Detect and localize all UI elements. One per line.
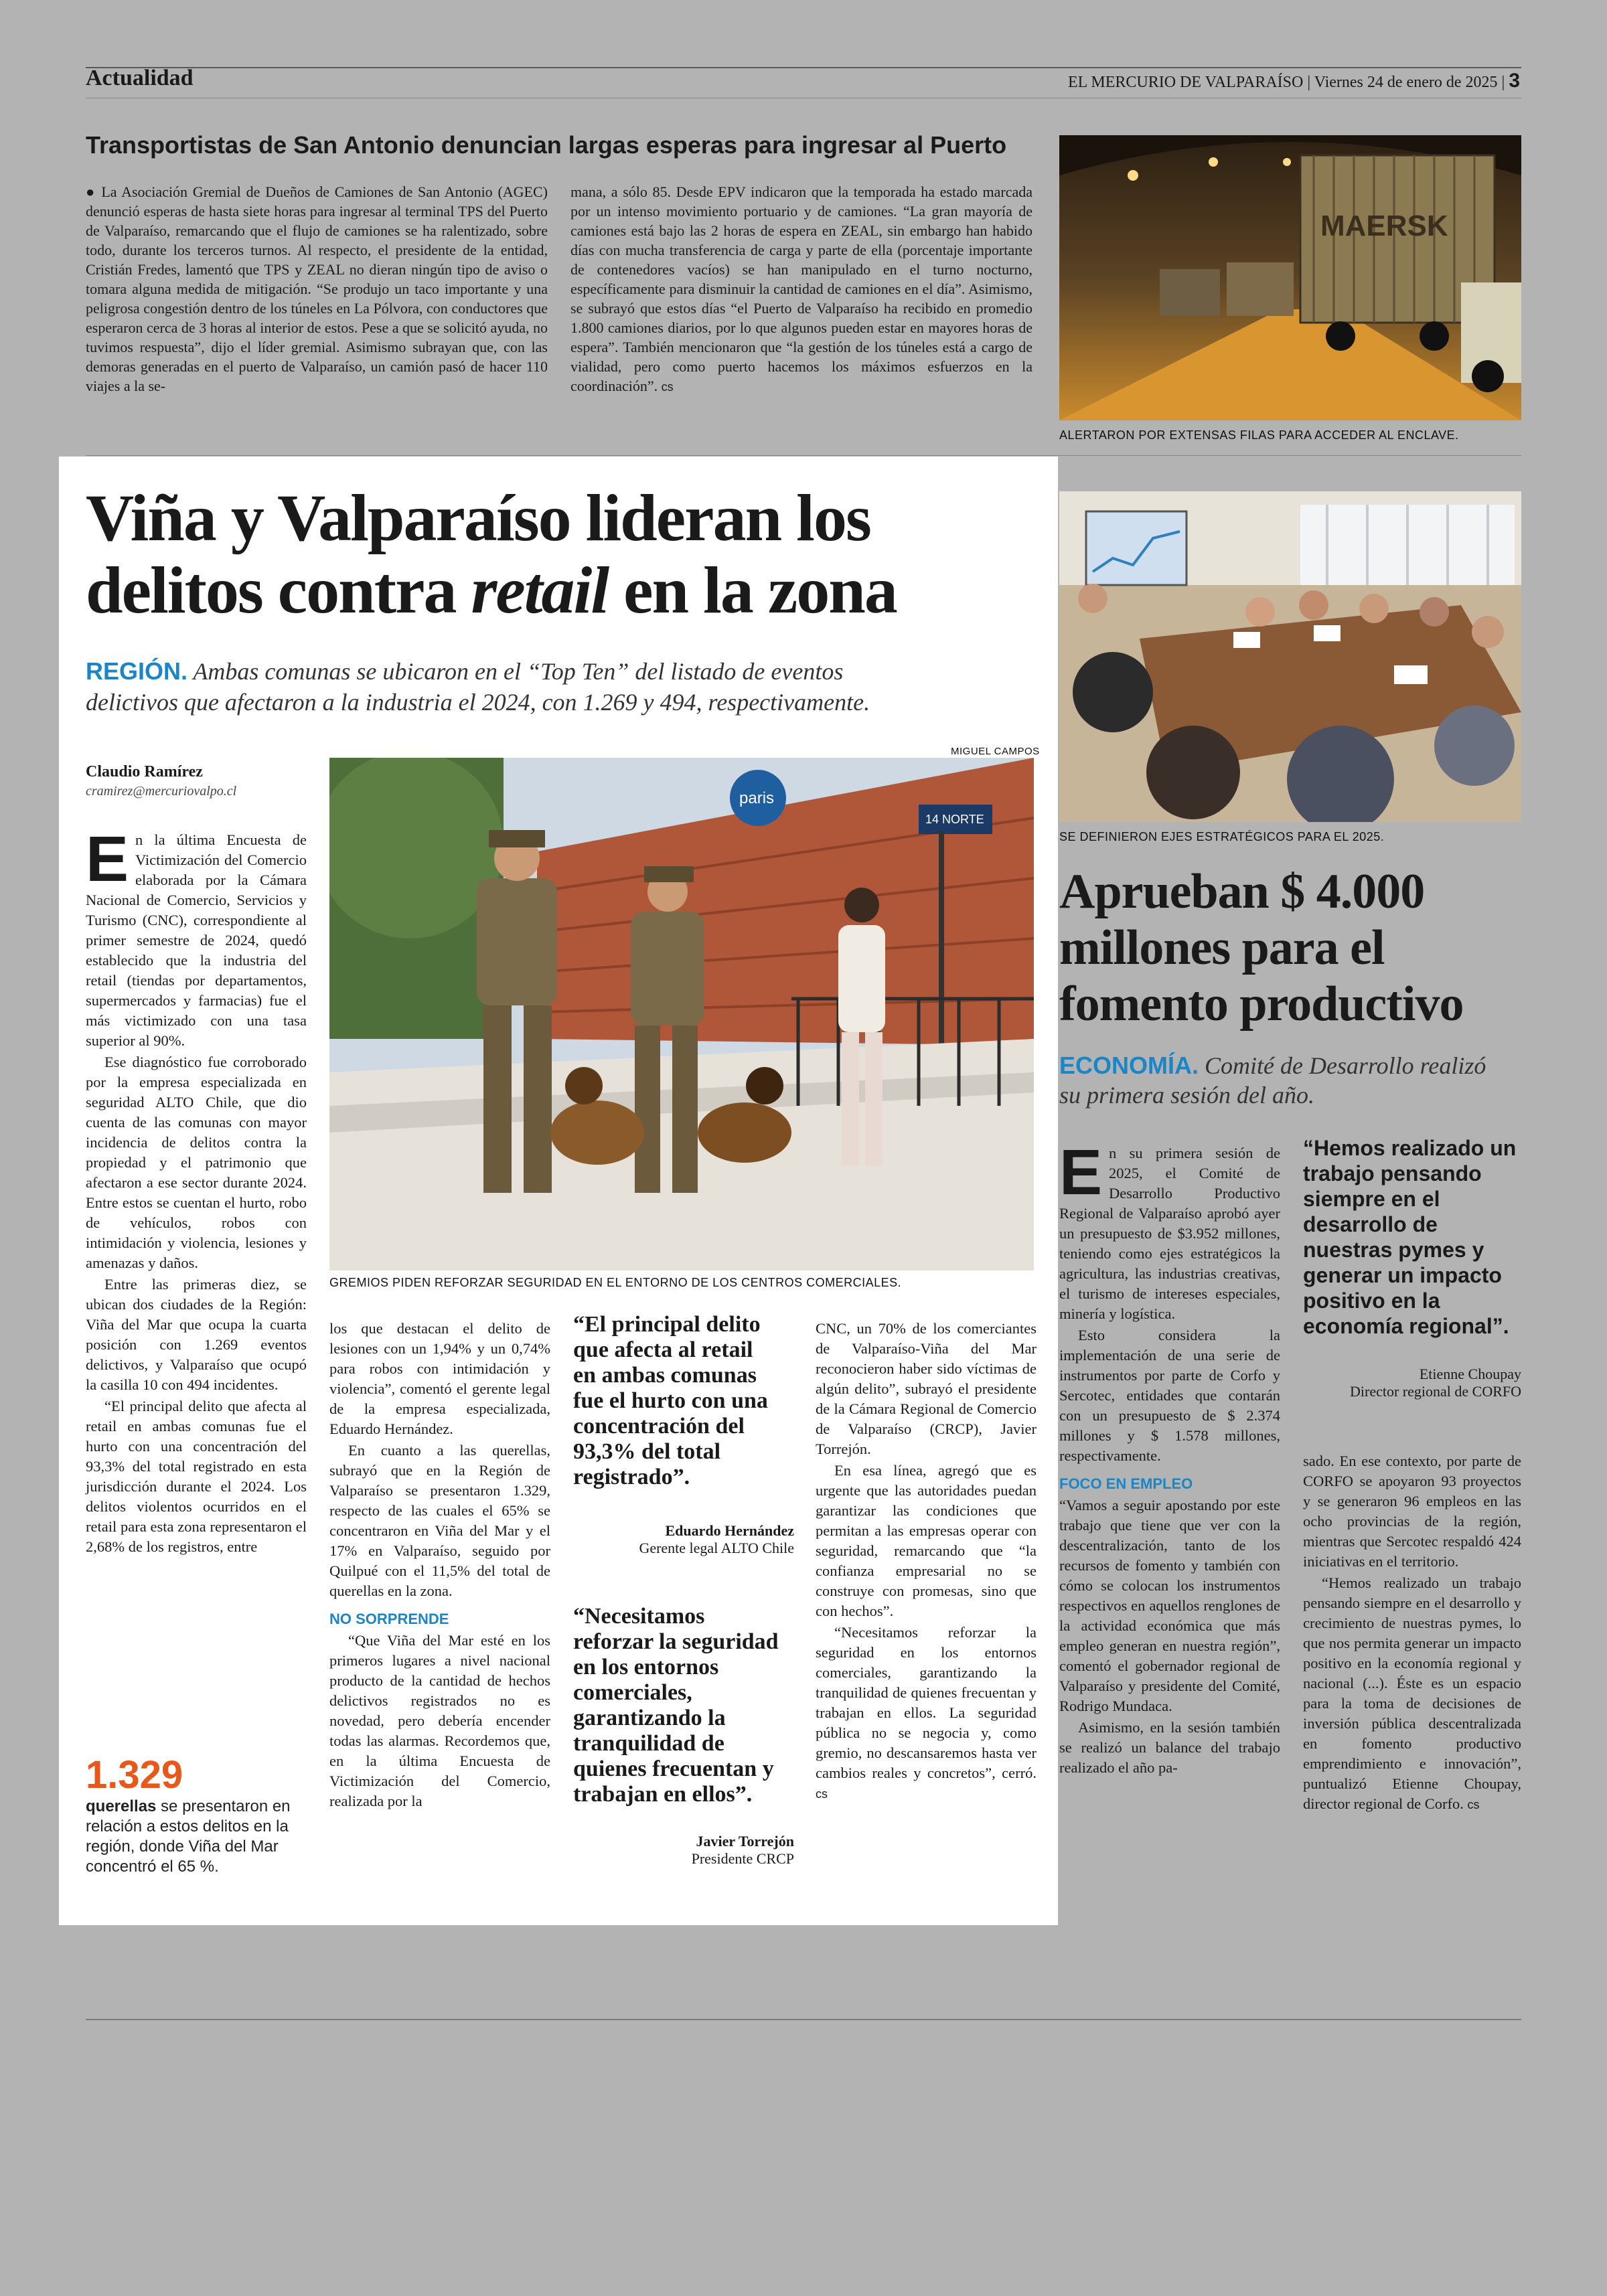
main-deck: REGIÓN. Ambas comunas se ubicaron en el “Top Ten” del listado de eventos delictivos que afectaron a la industria el 2024, con 1.269 y 494, respectivamente.	[86, 657, 870, 716]
subhead-foco-empleo: FOCO EN EMPLEO	[1059, 1475, 1193, 1492]
top-story-col2: mana, a sólo 85. Desde EPV indicaron que la temporada ha estado marcada por un intenso movimiento portuario y de camiones. “La gran mayoría de camiones está bajo las 2 horas de espera en ZEAL, sin embargo han habido días con mucha transferencia de carga y parte de ella (porcentaje importante de contenedores vacíos) se han manipulado en el turno nocturno, específicamente para disminuir la cantidad de camiones en el día”. Asimismo, se subrayó que estos días “el Puerto de Valparaíso ha recibido en promedio 1.800 camiones diarios, por lo que algunos pueden estar en mayores horas de espera”. También mencionaron que “la gestión de los túneles está a cargo de vialidad, pero como puerto hacemos los máximos esfuerzos en la coordinación”. cs	[570, 183, 1032, 394]
meeting-photo	[1059, 491, 1521, 822]
main-headline-line2: delitos contra retail en la zona	[86, 553, 897, 627]
meeting-photo-caption: SE DEFINIERON EJES ESTRATÉGICOS PARA EL 2025.	[1059, 830, 1385, 843]
main-headline-line1: Viña y Valparaíso lideran los	[86, 481, 870, 555]
page-number: 3	[1509, 70, 1520, 92]
subhead-no-sorprende: NO SORPRENDE	[329, 1611, 449, 1627]
pull-quote-1: “El principal delito que afecta al retail en ambas comunas fue el hurto con una concentración del 93,3% del total registrado”.	[573, 1312, 768, 1489]
author-name: Claudio Ramírez	[86, 763, 203, 781]
byline	[86, 763, 236, 799]
stat-number: 1.329	[86, 1753, 183, 1797]
main-dropcap: E	[86, 823, 129, 895]
side-col2: sado. En ese contexto, por parte de CORFO se apoyaron 93 proyectos y se generaron 96 empleos en las ocho provincias de la región, mientras que Sercotec respaldó 424 iniciativas en el territorio. “Hemos realizado un trabajo pensando siempre en el desarrollo y crecimiento de nuestras pymes, lo que nos permita generar un impacto positivo en la economía regional y nacional (...). Éste es un espacio para la toma de decisiones de inversión pública descentralizada en fomento productivo emprendimiento e innovación”, puntualizó Etienne Choupay, director regional de Corfo. cs	[1303, 1453, 1521, 1812]
main-headline	[86, 482, 1050, 627]
section-label: Actualidad	[86, 66, 194, 90]
side-pull-quote: “Hemos realizado un trabajo pensando siempre en el desarrollo de nuestras pymes y generar un impacto positivo en la economía regional”.	[1303, 1136, 1517, 1338]
side-deck: ECONOMÍA. Comité de Desarrollo realizó su primera sesión del año.	[1059, 1052, 1486, 1109]
main-col4: CNC, un 70% de los comerciantes de Valparaíso-Viña del Mar reconocieron haber sido víctimas de algún delito”, subrayó el presidente de la Cámara Regional de Comercio de Valparaíso (CRCP), Javier Torrejón. En esa línea, agregó que es urgente que las autoridades puedan garantizar las condiciones que permitan a las empresas operar con seguridad, remarcando que “la confianza empresarial no se construye con promesas, sino que con hechos”. “Necesitamos reforzar la seguridad en los entornos comerciales, garantizando la tranquilidad de quienes frecuentan y trabajan en ellos. La seguridad pública no se negocia y, como gremio, no descansaremos hasta ver cambios reales y concretos”, cerró. cs	[816, 1320, 1037, 1801]
main-kicker: REGIÓN.	[86, 657, 188, 685]
street-sign: 14 NORTE	[925, 813, 984, 826]
main-col2: los que destacan el delito de lesiones con un 1,94% y un 0,74% para robos con intimidación y violencia”, comentó el gerente legal de la empresa especializada, Eduardo Hernández. En cuanto a las querellas, subrayó que en la Región de Valparaíso se presentaron 1.329, respecto de las cuales el 65% se concentraron en Viña del Mar y el 17% en Valparaíso, seguido por Quilpué con el 11,5% del total de querellas en la zona. NO SORPRENDE “Que Viña del Mar esté en los primeros lugares a nivel nacional producto de la cantidad de hechos delictivos registrados no es novedad, pero debería encender todas las alarmas. Recordemos que, en la última Encuesta de Victimización del Comercio, realizada por la	[329, 1320, 550, 1809]
top-story-col1: ● La Asociación Gremial de Dueños de Camiones de San Antonio (AGEC) denunció esperas de hasta siete horas para ingresar al terminal TPS del Puerto de Valparaíso, remarcando que el flujo de camiones se ha ralentizado, sobre todo, durante los terceros turnos. Al respecto, el presidente de la entidad, Cristián Fredes, lamentó que TPS y ZEAL no dieran ningún tipo de aviso o tomara alguna medida de mitigación. “Se produjo un taco importante y una peligrosa congestión dentro de los túneles en La Pólvora, con conductores que esperaron cerca de 3 horas al interior de estos. Pese a que se solicitó ayuda, no tuvimos respuesta”, dijo el líder gremial. Asimismo subrayan que, con las demoras generadas en el puerto de Valparaíso, un camión pasó de hacer 110 viajes a la se-	[86, 183, 548, 394]
side-kicker: ECONOMÍA.	[1059, 1052, 1199, 1079]
photo-credit: MIGUEL CAMPOS	[951, 746, 1040, 757]
author-email: cramirez@mercuriovalpo.cl	[86, 784, 237, 799]
pull-quote-1-attribution: Eduardo Hernández Gerente legal ALTO Chile	[639, 1522, 794, 1556]
truck-container-text: MAERSK	[1320, 210, 1448, 242]
end-mark: cs	[1467, 1798, 1480, 1811]
stat-box	[86, 1754, 307, 1877]
issue-date: Viernes 24 de enero de 2025	[1314, 74, 1498, 91]
end-mark: cs	[816, 1787, 828, 1801]
main-col1: En la última Encuesta de Victimización del Comercio elaborada por la Cámara Nacional de Comercio, Servicios y Turismo (CNC), correspondiente al primer semestre de 2024, quedó establecido que la industria del retail (tiendas por departamentos, supermercados y farmacias) fue el más victimizado con una tasa superior al 90%. Ese diagnóstico fue corroborado por la empresa especializada en seguridad ALTO Chile, que dio cuenta de las comunas con mayor incidencia de delitos contra la propiedad y el patrimonio que afectaron a ese sector durante 2024. Entre estos se cuentan el hurto, robo de vehículos, robos con intimidación y violencia, lesiones y amenazas y daños. Entre las primeras diez, se ubican dos ciudades de la Región: Viña del Mar que ocupa la cuarta posición con 1.269 eventos delictivos, y Valparaíso que ocupó la casilla 10 con 494 incidentes. “El principal delito que afecta al retail en ambas comunas fue el hurto con una concentración del 93,3% del total registrado en esta jurisdicción durante el 2024. Los delitos violentos ocurridos en el retail para esta zona representaron el 2,68% de los registros, entre	[86, 823, 307, 1555]
pull-quote-2: “Necesitamos reforzar la seguridad en los entornos comerciales, garantizando la tranquilidad de quienes frecuentan y trabajan en ellos”.	[573, 1604, 779, 1807]
stat-text: se presentaron en relación a estos delitos en la región, donde Viña del Mar concentró el 65 %.	[86, 1797, 291, 1876]
truck-photo	[1059, 135, 1521, 420]
side-pull-quote-attribution: Etienne Choupay Director regional de CORFO	[1350, 1366, 1521, 1400]
masthead: EL MERCURIO DE VALPARAÍSO | Viernes 24 de enero de 2025 | 3	[1067, 70, 1520, 92]
stat-label: querellas	[86, 1797, 157, 1815]
police-photo	[329, 758, 1034, 1270]
store-sign: paris	[739, 789, 775, 807]
truck-photo-caption: ALERTARON POR EXTENSAS FILAS PARA ACCEDER AL ENCLAVE.	[1059, 428, 1459, 442]
top-story-headline: Transportistas de San Antonio denuncian largas esperas para ingresar al Puerto	[86, 131, 1007, 159]
side-headline: Aprueban $ 4.000 millones para el fomento productivo	[1059, 864, 1464, 1032]
side-dropcap: E	[1059, 1137, 1103, 1208]
end-mark: cs	[661, 380, 674, 394]
side-col1: En su primera sesión de 2025, el Comité de Desarrollo Productivo Regional de Valparaíso aprobó ayer un presupuesto de $3.952 millones, teniendo como ejes estratégicos la agricultura, las industrias creativas, el turismo de intereses especiales, minería y logística. Esto considera la implementación de una serie de instrumentos por parte de Corfo y Sercotec, entidades que contarán con un presupuesto de $ 2.374 millones y $ 1.578 millones, respectivamente. FOCO EN EMPLEO “Vamos a seguir apostando por este trabajo que tiene que ver con la descentralización, tanto de los recursos de fomento y también con cómo se colocan los instrumentos respectivos en aquellos renglones de la actividad económica que más empleo generan en nuestra región”, comentó el gobernador regional de Valparaíso y presidente del Comité, Rodrigo Mundaca. Asimismo, en la sesión también se realizó un balance del trabajo realizado el año pa-	[1059, 1137, 1280, 1776]
paper-name: EL MERCURIO DE VALPARAÍSO	[1067, 74, 1304, 91]
main-photo-caption: GREMIOS PIDEN REFORZAR SEGURIDAD EN EL ENTORNO DE LOS CENTROS COMERCIALES.	[329, 1276, 902, 1289]
pull-quote-2-attribution: Javier Torrejón Presidente CRCP	[691, 1833, 794, 1867]
